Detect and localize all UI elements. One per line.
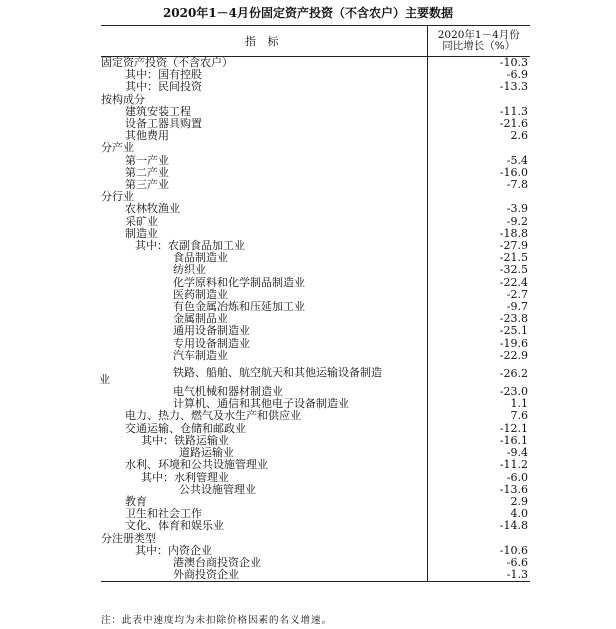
row-value: 2.6 <box>510 129 528 143</box>
row-label <box>101 569 427 582</box>
row-value: 2.9 <box>510 494 528 508</box>
table-row <box>101 484 530 496</box>
row-value: -22.9 <box>499 348 528 362</box>
row-label-text: 建筑安装工程 <box>125 104 191 118</box>
row-label-text: 第三产业 <box>125 178 169 192</box>
row-label-text: 专用设备制造业 <box>173 336 250 350</box>
row-label-text: 分产业 <box>101 141 134 155</box>
row-label <box>101 325 427 337</box>
row-label <box>101 472 427 484</box>
row-value: -14.8 <box>499 519 528 533</box>
row-value: -16.1 <box>499 433 528 447</box>
row-value: -26.2 <box>499 366 528 380</box>
row-label-text: 固定资产投资（不含农户） <box>101 56 233 69</box>
table-row <box>101 142 530 154</box>
row-label <box>101 179 427 191</box>
row-label-text: 有色金属冶炼和压延加工业 <box>173 300 305 314</box>
row-value: -18.8 <box>499 226 528 240</box>
row-label <box>101 203 427 215</box>
row-value: -23.8 <box>499 312 528 326</box>
table-row <box>101 130 530 142</box>
table-row <box>101 81 530 93</box>
row-label-text: 第一产业 <box>125 153 169 167</box>
row-label-text: 水利、环境和公共设施管理业 <box>125 458 268 472</box>
row-value: -13.3 <box>499 80 528 94</box>
row-value: -11.2 <box>499 458 528 472</box>
row-value <box>427 94 530 106</box>
row-value: -10.6 <box>499 543 528 557</box>
row-label-text: 按构成分 <box>101 92 145 106</box>
row-label <box>101 459 427 471</box>
row-value: 1.1 <box>510 397 528 411</box>
table-row <box>101 155 530 167</box>
row-value: -32.5 <box>499 263 528 277</box>
row-value: -25.1 <box>499 324 528 338</box>
row-label <box>101 81 427 93</box>
row-label-text: 化学原料和化学制品制造业 <box>173 275 305 289</box>
table-row <box>101 533 530 545</box>
row-label-text: 其中：民间投资 <box>125 80 202 94</box>
row-label-text: 其中：国有控股 <box>125 68 202 82</box>
row-label-text: 纺织业 <box>173 263 206 277</box>
row-label-text: 第二产业 <box>125 165 169 179</box>
table-row <box>101 459 530 471</box>
row-value: -27.9 <box>499 239 528 253</box>
data-table <box>101 25 530 582</box>
growth-column-header <box>427 26 530 57</box>
row-value: -11.3 <box>499 104 528 118</box>
row-label-text: 公共设施管理业 <box>179 482 256 496</box>
row-label <box>101 155 427 167</box>
row-label <box>101 130 427 142</box>
row-label-text: 道路运输业 <box>179 446 234 460</box>
row-label-text: 金属制品业 <box>173 312 228 326</box>
row-label-text: 采矿业 <box>125 214 158 228</box>
row-value <box>427 142 530 154</box>
row-label-wrap: 业 <box>99 373 110 387</box>
table-row <box>101 203 530 215</box>
row-label-text: 其中：铁路运输业 <box>141 433 229 447</box>
table-row <box>101 350 530 362</box>
row-label <box>101 264 427 276</box>
row-label-text: 制造业 <box>125 226 158 240</box>
row-label-text: 分注册类型 <box>101 531 156 545</box>
table-row <box>101 325 530 337</box>
row-value: -13.6 <box>499 482 528 496</box>
row-value: -23.0 <box>499 385 528 399</box>
row-value <box>427 533 530 545</box>
table-row <box>101 216 530 228</box>
row-label-text: 计算机、通信和其他电子设备制造业 <box>173 397 349 411</box>
row-label <box>101 362 427 386</box>
row-value: -9.7 <box>506 300 528 314</box>
row-label-text: 其中：内资企业 <box>135 543 212 557</box>
row-label-text: 外商投资企业 <box>173 568 239 582</box>
table-row <box>101 179 530 191</box>
row-label-text: 港澳台商投资企业 <box>173 555 261 569</box>
page-title: 2020年1－4月份固定资产投资（不含农户）主要数据 <box>162 6 454 20</box>
table-row <box>101 264 530 276</box>
row-label-text: 设备工器具购置 <box>125 117 202 131</box>
row-value: -12.1 <box>499 421 528 435</box>
row-label-text: 铁路、船舶、航空航天和其他运输设备制造 <box>173 366 382 380</box>
row-label-text: 通用设备制造业 <box>173 324 250 338</box>
row-label <box>101 94 427 106</box>
row-value: 4.0 <box>510 507 528 521</box>
table-header-row <box>101 26 530 57</box>
row-value: -1.3 <box>427 569 530 582</box>
table-row <box>101 410 530 422</box>
growth-header-line-2: 同比增长（%） <box>442 40 516 52</box>
row-label-text: 交通运输、仓储和邮政业 <box>125 421 246 435</box>
row-label <box>101 533 427 545</box>
row-value: 7.6 <box>510 409 528 423</box>
row-label-text: 农林牧渔业 <box>125 202 180 216</box>
row-value: -2.7 <box>506 287 528 301</box>
row-label <box>101 142 427 154</box>
row-value: -9.2 <box>506 214 528 228</box>
row-label-text: 文化、体育和娱乐业 <box>125 519 224 533</box>
table-row <box>101 520 530 532</box>
row-value: -21.5 <box>499 251 528 265</box>
row-label-text: 汽车制造业 <box>173 348 228 362</box>
table-row <box>101 569 530 582</box>
growth-header-line-1: 2020年1－4月份 <box>437 29 520 41</box>
row-label-text: 其中：农副食品加工业 <box>135 239 245 253</box>
row-value: -22.4 <box>499 275 528 289</box>
row-label-text: 电力、热力、燃气及水生产和供应业 <box>125 409 301 423</box>
row-value: -6.6 <box>506 555 528 569</box>
row-label <box>101 410 427 422</box>
row-label-text: 其他费用 <box>125 129 169 143</box>
row-label-text: 卫生和社会工作 <box>125 507 202 521</box>
row-value: -10.3 <box>499 56 528 69</box>
row-value: -19.6 <box>499 336 528 350</box>
row-label-text: 电气机械和器材制造业 <box>173 385 283 399</box>
row-label-text: 食品制造业 <box>173 251 228 265</box>
row-value: -5.4 <box>506 153 528 167</box>
row-value: -3.9 <box>506 202 528 216</box>
row-label <box>101 350 427 362</box>
indicator-column-header: 指 标 <box>101 26 427 57</box>
row-label <box>101 216 427 228</box>
row-value: -7.8 <box>506 178 528 192</box>
row-value: -9.4 <box>506 446 528 460</box>
row-label-text: 教育 <box>125 494 147 508</box>
row-value: -21.6 <box>499 117 528 131</box>
row-label <box>101 484 427 496</box>
table-row <box>101 472 530 484</box>
table-row <box>101 362 530 386</box>
row-label-text: 其中：水利管理业 <box>141 470 229 484</box>
table-row <box>101 94 530 106</box>
row-value: -16.0 <box>499 165 528 179</box>
row-label-text: 医药制造业 <box>173 287 228 301</box>
row-label-text: 分行业 <box>101 190 134 204</box>
footnote: 注：此表中速度均为未扣除价格因素的名义增速。 <box>101 615 333 626</box>
row-value: -6.0 <box>506 470 528 484</box>
row-value: -6.9 <box>506 68 528 82</box>
